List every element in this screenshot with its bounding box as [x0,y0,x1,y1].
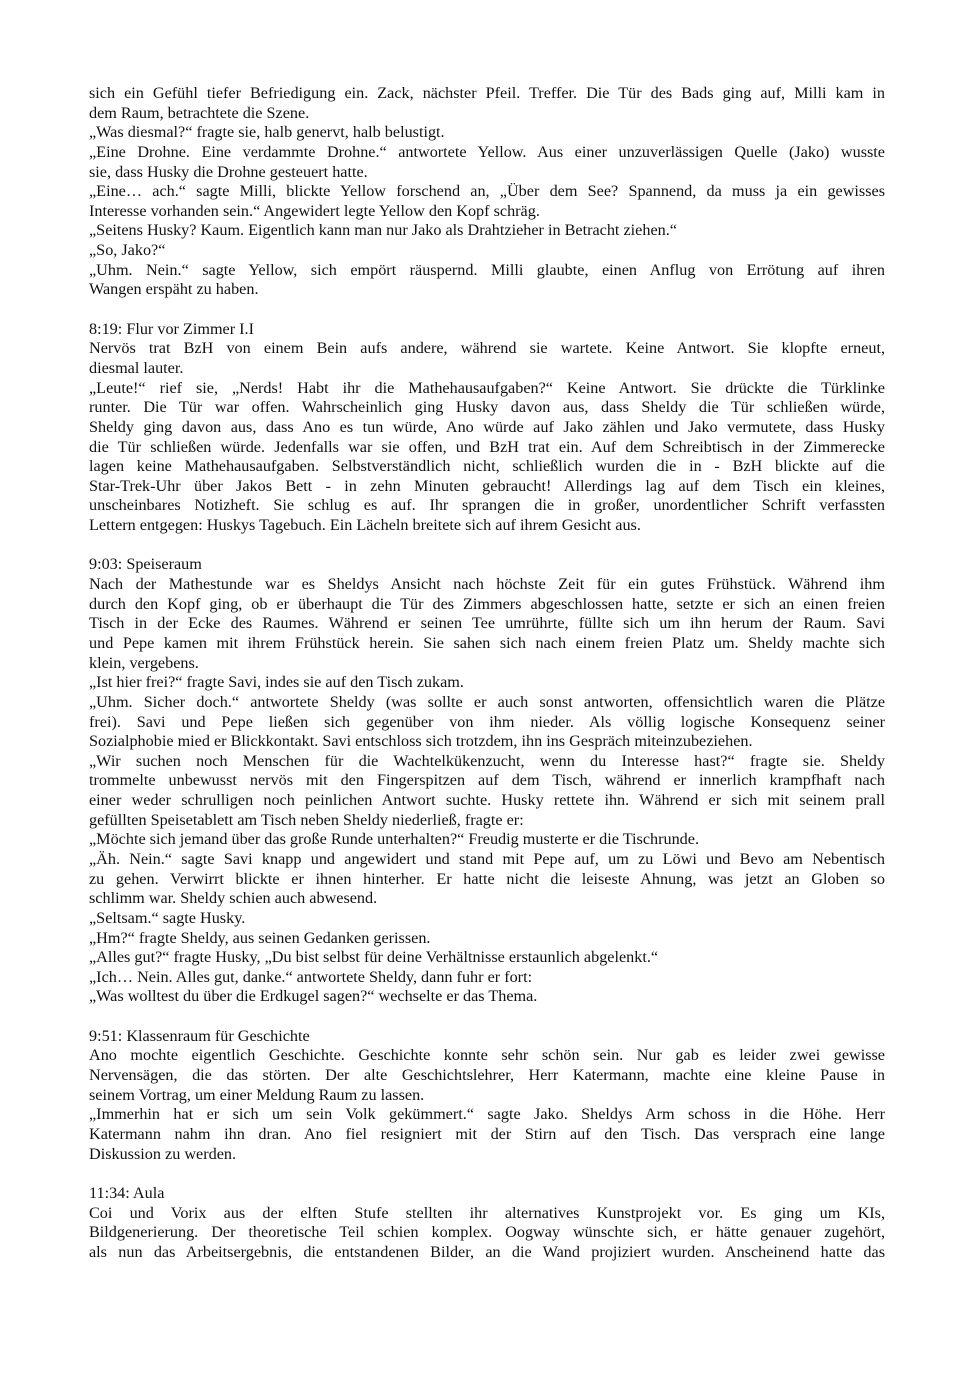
text-line: runter. Die Tür war offen. Wahrscheinlich ging Husky davon aus, dass Sheldy die Tür schließen würde, [89,398,885,417]
scene-heading: 8:19: Flur vor Zimmer I.I [89,319,254,338]
text-line: „Hm?“ fragte Sheldy, aus seinen Gedanken gerissen. [89,928,431,947]
text-line: „Leute!“ rief sie, „Nerds! Habt ihr die Mathehausaufgaben?“ Keine Antwort. Sie drückte die Türklinke [89,378,885,397]
scene-section [89,1007,885,1164]
text-line: „Seltsam.“ sagte Husky. [89,908,246,927]
section-spacer [89,1164,885,1184]
text-line: unscheinbares Notizheft. Sie schlug es auf. Ihr sprangen die in großer, unordentlicher Schrift verfassten [89,496,885,515]
text-line: „Eine Drohne. Eine verdammte Drohne.“ antwortete Yellow. Aus einer unzuverlässigen Quelle (Jako) wusste [89,142,885,161]
text-line: Interesse vorhanden sein.“ Angewidert legte Yellow den Kopf schräg. [89,201,540,220]
text-line: „Was wolltest du über die Erdkugel sagen?“ wechselte er das Thema. [89,987,538,1006]
text-line: „Ist hier frei?“ fragte Savi, indes sie auf den Tisch zukam. [89,673,464,692]
text-line: Sozialphobie mied er Blickkontakt. Savi entschloss sich trotzdem, ihn ins Gespräch miteinzubeziehen. [89,732,753,751]
text-line: Nach der Mathestunde war es Sheldys Ansicht nach höchste Zeit für ein gutes Frühstück. Während ihm [89,575,885,594]
text-line: Nervös trat BzH von einem Bein aufs andere, während sie wartete. Keine Antwort. Sie klopfte erneut, [89,339,885,358]
text-line: diesmal lauter. [89,358,184,377]
text-line: „Ich… Nein. Alles gut, danke.“ antwortete Sheldy, dann fuhr er fort: [89,967,533,986]
scene-heading: 11:34: Aula [89,1183,165,1202]
section-spacer [89,300,885,320]
text-line: seinem Vortrag, um einer Meldung Raum zu lassen. [89,1085,425,1104]
text-line: Diskussion zu werden. [89,1144,237,1163]
text-line: „Immerhin hat er sich um sein Volk gekümmert.“ sagte Jako. Sheldys Arm schoss in die Höhe. Herr [89,1105,885,1124]
text-line: Sheldy ging davon aus, dass Ano es tun würde, Ano würde auf Jako zählen und Jako vermutete, dass Husky [89,417,885,436]
text-line: „Seitens Husky? Kaum. Eigentlich kann man nur Jako als Drahtzieher in Betracht ziehen.“ [89,221,677,240]
text-line: und Pepe kamen mit ihrem Frühstück herein. Sie sahen sich nach einem freien Platz um. Sheldy machte sich [89,633,885,652]
text-line: Ano mochte eigentlich Geschichte. Geschichte konnte sehr schön sein. Nur gab es leider zwei gewisse [89,1046,885,1065]
document-page [89,84,885,1262]
text-line: einer weder schrulligen noch peinlichen Antwort suchte. Husky rettete ihn. Während er sich mit seinem prall [89,791,885,810]
text-line: „Alles gut?“ fragte Husky, „Du bist selbst für deine Verhältnisse erstaunlich abgelenkt.“ [89,948,659,967]
text-line: sich ein Gefühl tiefer Befriedigung ein. Zack, nächster Pfeil. Treffer. Die Tür des Bads ging auf, Milli kam in [89,84,885,102]
text-line: „So, Jako?“ [89,241,166,260]
text-line: lagen keine Mathehausaufgaben. Selbstverständlich nicht, schließlich wurden die in - BzH blickte auf die [89,457,885,476]
text-line: zu gehen. Verwirrt blickte er ihnen hinterher. Er hatte nicht die leiseste Ahnung, was jetzt an Globen so [89,869,885,888]
text-line: „Möchte sich jemand über das große Runde unterhalten?“ Freudig musterte er die Tischrunde. [89,830,700,849]
text-line: gefüllten Speisetablett am Tisch neben Sheldy niederließ, fragte er: [89,810,524,829]
scene-heading: 9:51: Klassenraum für Geschichte [89,1026,310,1045]
text-line: Bildgenerierung. Der theoretische Teil schien komplex. Oogway wünschte sich, er hätte genauer zugehört, [89,1223,885,1242]
text-line: Katermann nahm ihn dran. Ano fiel resigniert mit der Stirn auf den Tisch. Das versprach eine lange [89,1124,885,1143]
text-line: Lettern entgegen: Huskys Tagebuch. Ein Lächeln breitete sich auf ihrem Gesicht aus. [89,516,641,535]
text-line: Tisch in der Ecke des Raumes. Während er seinen Tee umrührte, füllte sich um ihn herum der Raum. Savi [89,614,885,633]
text-line: „Wir suchen noch Menschen für die Wachtelkükenzucht, wenn du Interesse hast?“ fragte sie. Sheldy [89,751,885,770]
text-line: Coi und Vorix aus der elften Stufe stellten ihr alternatives Kunstprojekt vor. Es ging um KIs, [89,1203,885,1222]
text-line: sie, dass Husky die Drohne gesteuert hatte. [89,162,368,181]
text-line: „Eine… ach.“ sagte Milli, blickte Yellow forschend an, „Über dem See? Spannend, da muss ja ein gewisses [89,182,885,201]
text-line: Star-Trek-Uhr über Jakos Bett - in zehn Minuten gebraucht! Allerdings lag auf dem Tisch ein kleines, [89,476,885,495]
text-line: durch den Kopf ging, ob er überhaupt die Tür des Zimmers abgeschlossen hatte, setzte er sich an einen freien [89,594,885,613]
text-line: als nun das Arbeitsergebnis, die entstandenen Bilder, an die Wand projiziert wurden. Anscheinend hatte das [89,1242,885,1261]
section-spacer [89,1007,885,1027]
text-line: trommelte unbewusst nervös mit den Fingerspitzen auf dem Tisch, während er innerlich krampfhaft nach [89,771,885,790]
scene-section [89,536,885,1007]
text-line: „Uhm. Nein.“ sagte Yellow, sich empört räuspernd. Milli glaubte, einen Anflug von Errötung auf ihren [89,260,885,279]
text-line: „Was diesmal?“ fragte sie, halb genervt, halb belustigt. [89,123,445,142]
section-spacer [89,536,885,556]
text-line: dem Raum, betrachtete die Szene. [89,103,310,122]
text-line: Wangen erspäht zu haben. [89,280,259,299]
scene-heading: 9:03: Speiseraum [89,555,202,574]
scene-section [89,300,885,536]
text-line: die Tür schließen würde. Jedenfalls war sie offen, und BzH trat ein. Auf dem Schreibtisch in der Zimmerecke [89,437,885,456]
text-line: klein, vergebens. [89,653,199,672]
text-line: „Äh. Nein.“ sagte Savi knapp und angewidert und stand mit Pepe auf, um zu Löwi und Bevo am Nebentisch [89,849,885,868]
text-line: schlimm war. Sheldy schien auch abwesend. [89,889,378,908]
continued-section [89,84,885,300]
text-line: „Uhm. Sicher doch.“ antwortete Sheldy (was sollte er auch sonst antworten, offensichtlich waren die Plätze [89,692,885,711]
text-line: Nervensägen, die das störten. Der alte Geschichtslehrer, Herr Katermann, machte eine kleine Pause in [89,1066,885,1085]
text-line: frei). Savi und Pepe ließen sich gegenüber von ihm nieder. Als völlig logische Konsequenz seiner [89,712,885,731]
scene-section [89,1164,885,1262]
